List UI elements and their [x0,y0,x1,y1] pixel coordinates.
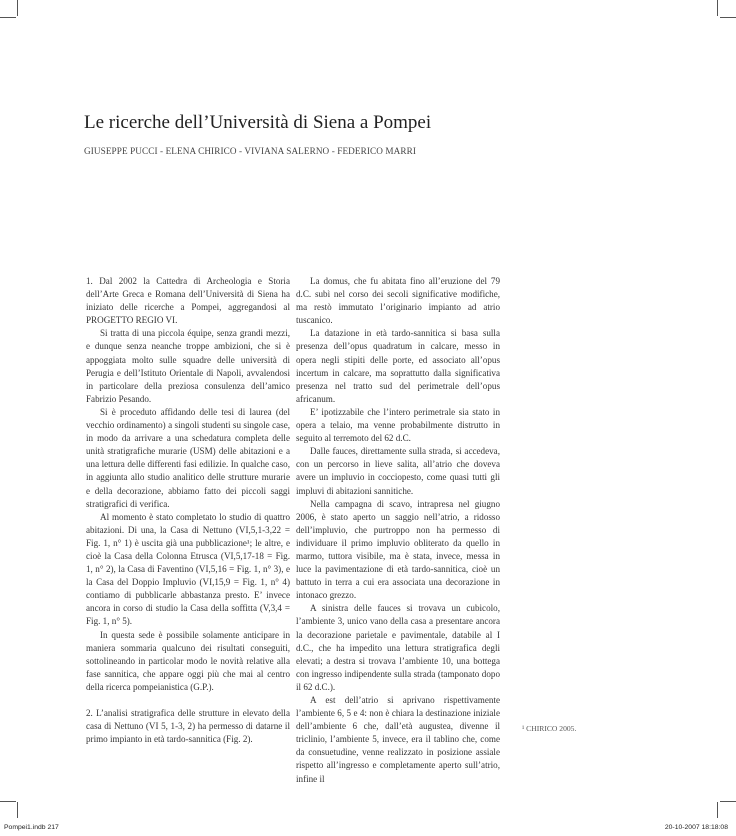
paragraph: Si è proceduto affidando delle tesi di laurea (del vecchio ordinamento) a singoli studenti su singole case, in modo da arrivare a una schedatura completa delle unità stratigrafiche murarie (USM) delle abitazioni e a una lettura delle differenti fasi edilizie. In qualche caso, in aggiunta allo studio analitico delle strutture murarie e della decorazione, abbiamo fatto dei piccoli saggi stratigrafici di verifica. [86,406,290,509]
paragraph: 2. L’analisi stratigrafica delle strutture in elevato della casa di Nettuno (VI 5, 1-3, 2) ha permesso di datarne il primo impianto in età tardo-sannitica (Fig. 2). [86,708,290,745]
text-column-left [86,275,290,746]
print-slug-timestamp: 20-10-2007 18:18:08 [664,824,728,831]
paragraph: La domus, che fu abitata fino all’eruzione del 79 d.C. subì nel corso dei secoli significative modifiche, ma restò immutato l’originario impianto ad atrio tuscanico. [296,276,500,326]
paragraph: Dalle fauces, direttamente sulla strada, si accedeva, con un percorso in lieve salita, all’atrio che doveva avere un impluvio in cocciopesto, come quasi tutti gli impluvi di abitazioni sannitiche. [296,446,500,496]
crop-mark-top-right-h [720,17,736,18]
paragraph: 1. Dal 2002 la Cattedra di Archeologia e Storia dell’Arte Greca e Romana dell’Università di Siena ha iniziato delle ricerche a Pompei, aggregandosi al PROGETTO REGIO VI. [86,276,290,326]
crop-mark-top-left-v [17,0,18,16]
paragraph: A sinistra delle fauces si trovava un cubicolo, l’ambiente 3, unico vano della casa a presentare ancora la decorazione parietale e pavimentale, databile al I d.C., che ha impedito una lettura stratigrafica degli elevati; a destra si trovava l’ambiente 10, una bottega con ingresso indipendente sulla strada (tamponato dopo il 62 d.C.). [296,603,500,692]
crop-mark-bottom-right-v [717,802,718,818]
authors-line: GIUSEPPE PUCCI - ELENA CHIRICO - VIVIANA SALERNO - FEDERICO MARRI [84,146,416,156]
paragraph: A est dell’atrio si aprivano rispettivamente l’ambiente 6, 5 e 4: non è chiara la destinazione iniziale dell’ambiente 6 che, dall’età augustea, divenne il triclinio, l’ambiente 5, invece, era il tablino che, come da consuetudine, venne realizzato in posizione assiale rispetto all’ingresso e completamente aperto sull’atrio, infine il [296,695,500,784]
paragraph: In questa sede è possibile solamente anticipare in maniera sommaria qualcuno dei risultati conseguiti, sottolineando in particolar modo le novità relative alla fase sannitica, che appare oggi più che mai al centro della ricerca pompeianistica (G.P.). [86,629,290,692]
crop-mark-top-left-h [0,17,16,18]
paragraph: Al momento è stato completato lo studio di quattro abitazioni. Di una, la Casa di Nettuno (VI,5,1-3,22 = Fig. 1, n° 1) è uscita già una pubblicazione¹; le altre, e cioè la Casa della Colonna Etrusca (VI,5,17-18 = Fig. 1, n° 2), la Casa di Faventino (VI,5,16 = Fig. 1, n° 3), e la Casa del Doppio Impluvio (VI,15,9 = Fig. 1, n° 4) contiamo di pubblicarle abbastanza presto. E’ invece ancora in corso di studio la Casa della soffitta (V,3,4 = Fig. 1, n° 5). [86,511,290,627]
print-slug-file: Pompei1.indb 217 [4,824,59,831]
paragraph: Si tratta di una piccola équipe, senza grandi mezzi, e dunque senza neanche troppe ambizioni, che si è appoggiata molto sulle squadre delle università di Perugia e dell’Istituto Orientale di Napoli, avvalendosi in particolare della preziosa consulenza dell’amico Fabrizio Pesando. [86,328,290,404]
paragraph: Nella campagna di scavo, intrapresa nel giugno 2006, è stato aperto un saggio nell’atrio, a ridosso dell’impluvio, che purtroppo non ha permesso di individuare il primo impluvio obliterato da quello in marmo, tuttora visibile, ma è stata, invece, messa in luce la pavimentazione di età tardo-sannitica, cioè un battuto in terra a cui era associata una decorazione in intonaco grezzo. [296,498,500,601]
footnote: ¹ CHIRICO 2005. [522,724,577,733]
paragraph: La datazione in età tardo-sannitica si basa sulla presenza dell’opus quadratum in calcare, messo in opera negli stipiti delle porte, ed associato all’opus incertum in calcare, ma soprattutto dalla significativa presenza nel tratto sud del perimetrale dell’opus africanum. [296,328,500,404]
article-title: Le ricerche dell’Università di Siena a Pompei [84,112,432,133]
crop-mark-bottom-left-v [17,802,18,818]
crop-mark-bottom-left-h [0,801,16,802]
crop-mark-bottom-right-h [720,801,736,802]
crop-mark-top-right-v [717,0,718,16]
paragraph: E’ ipotizzabile che l’intero perimetrale sia stato in opera a telaio, ma venne probabilmente distrutto in seguito al terremoto del 62 d.C. [296,406,500,444]
text-column-right [296,275,500,786]
